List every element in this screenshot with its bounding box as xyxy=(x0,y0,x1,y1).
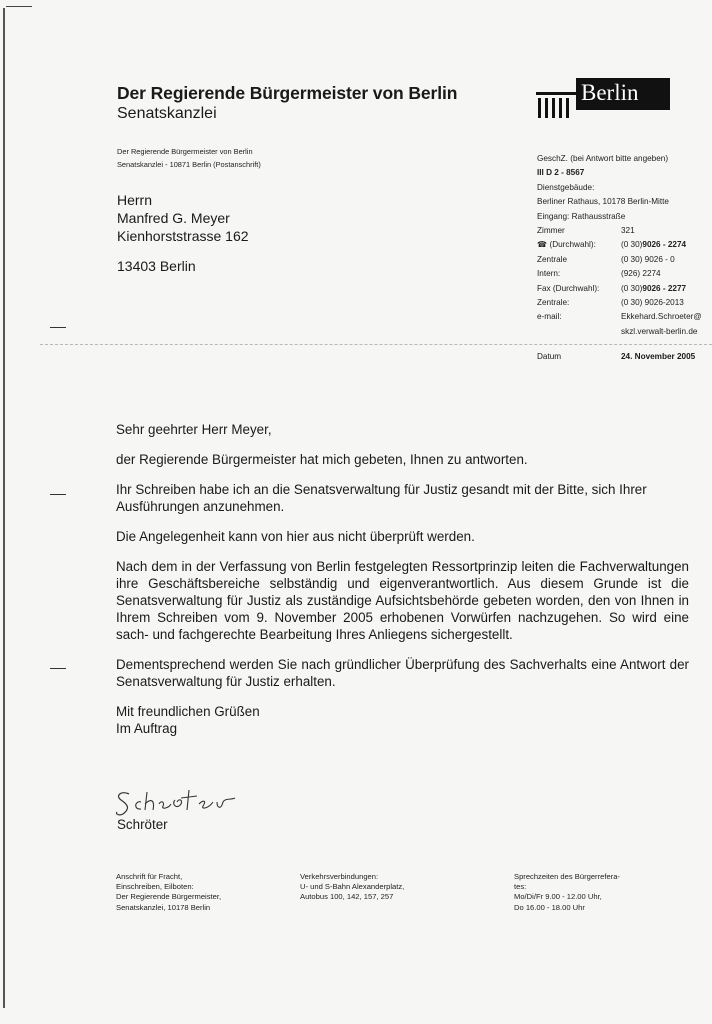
recipient-name: Manfred G. Meyer xyxy=(117,210,230,226)
info-label: Zimmer xyxy=(537,226,565,236)
paragraph: der Regierende Bürgermeister hat mich gebeten, Ihnen zu antworten. xyxy=(116,452,528,467)
footer-line: Verkehrsverbindungen: xyxy=(300,872,379,881)
info-value-bold: 9026 - 2274 xyxy=(642,240,687,250)
closing-on-behalf: Im Auftrag xyxy=(116,721,178,736)
footer-line: Senatskanzlei, 10178 Berlin xyxy=(116,902,211,912)
sender-return-address xyxy=(117,145,261,171)
footer-transport xyxy=(300,872,450,903)
paragraph: Ihr Schreiben habe ich an die Senatsverwaltung für Justiz gesandt mit der Bitte, sich Ihrer Ausführungen anzunehmen. xyxy=(116,482,647,514)
closing: Mit freundlichen Grüßen xyxy=(116,704,260,719)
handwritten-signature xyxy=(113,782,243,822)
footer-office-hours xyxy=(514,872,664,913)
fold-mark xyxy=(50,327,66,328)
signer-name: Schröter xyxy=(117,817,168,832)
date-label: Datum xyxy=(537,352,562,361)
reference-label: GeschZ. (bei Antwort bitte angeben) xyxy=(537,154,669,163)
recipient-city: 13403 Berlin xyxy=(117,258,196,274)
date-value: 24. November 2005 xyxy=(621,352,696,361)
sender-line: Der Regierende Bürgermeister von Berlin xyxy=(117,147,253,156)
paragraph: Dementsprechend werden Sie nach gründlicher Überprüfung des Sachverhalts eine Antwort der Senatsverwaltung für Justiz erhalten. xyxy=(116,657,689,689)
footer-line: U- und S-Bahn Alexanderplatz, xyxy=(300,882,405,892)
scan-edge-left xyxy=(3,8,5,1008)
fold-mark xyxy=(50,668,66,669)
letter-body xyxy=(116,421,689,737)
info-value-bold: 9026 - 2277 xyxy=(642,283,687,293)
fold-separator-line xyxy=(40,344,712,345)
footer-line: Einschreiben, Eilboten: xyxy=(116,882,194,892)
date-line xyxy=(537,352,712,361)
sender-line: Senatskanzlei - 10871 Berlin (Postanschrift) xyxy=(117,160,261,169)
info-row xyxy=(537,224,712,238)
letterhead-title: Der Regierende Bürgermeister von Berlin xyxy=(117,83,458,103)
footer-line: Sprechzeiten des Bürgerrefera- xyxy=(514,872,620,881)
info-row xyxy=(537,325,712,339)
recipient-address xyxy=(117,191,249,245)
email-domain: skzl.verwalt-berlin.de xyxy=(621,326,698,336)
info-row xyxy=(537,310,712,324)
logo-text: Berlin xyxy=(581,80,639,105)
footer-line: Do 16.00 - 18.00 Uhr xyxy=(514,902,585,912)
paragraph: Nach dem in der Verfassung von Berlin festgelegten Ressortprinzip leiten die Fachverwaltungen ihre Geschäftsbereiche selbständig und eigenverantwortlich. Aus diesem Grunde ist die Senatsverwaltung für Justiz als zuständige Aufsichtsbehörde gebeten worden, den von Ihnen in Ihrem Schreiben vom 9. November 2005 erhobenen Vorwürfen nachzugehen. So wird eine sach- und fachgerechte Bearbeitung Ihres Anliegens sichergestellt. xyxy=(116,559,689,642)
recipient-street: Kienhorststrasse 162 xyxy=(117,228,249,244)
info-value: (926) 2274 xyxy=(621,269,661,279)
footer-line: Autobus 100, 142, 157, 257 xyxy=(300,892,394,902)
phone-label: ☎ (Durchwahl): xyxy=(537,240,596,250)
info-label: Intern: xyxy=(537,269,561,279)
info-value: (0 30) 9026 - 0 xyxy=(621,254,675,264)
info-label xyxy=(537,325,621,339)
letterhead-subtitle: Senatskanzlei xyxy=(117,105,217,122)
entrance: Eingang: Rathausstraße xyxy=(537,211,626,221)
info-label: Fax (Durchwahl): xyxy=(537,283,600,293)
punch-mark xyxy=(50,494,66,495)
info-row xyxy=(537,267,712,281)
info-row xyxy=(537,282,712,296)
footer-line: Mo/Di/Fr 9.00 - 12.00 Uhr, xyxy=(514,892,602,902)
info-label: Zentrale: xyxy=(537,298,570,308)
footer-line: tes: xyxy=(514,882,527,892)
info-label: e-mail: xyxy=(537,312,562,322)
info-row xyxy=(537,296,712,310)
berlin-logo xyxy=(536,76,672,120)
scan-edge-top xyxy=(6,6,32,7)
svg-text:Schröter: Schröter xyxy=(113,782,117,783)
footer-line: Anschrift für Fracht, xyxy=(116,872,183,881)
info-label: Zentrale xyxy=(537,254,568,264)
info-value: (0 30) 9026-2013 xyxy=(621,298,684,308)
info-value: (0 30) xyxy=(621,240,643,250)
reference-value: III D 2 - 8567 xyxy=(537,168,585,178)
footer-line: Der Regierende Bürgermeister, xyxy=(116,892,222,902)
info-block xyxy=(537,152,712,339)
brandenburg-gate-icon xyxy=(536,92,576,118)
footer-freight-address xyxy=(116,872,281,913)
paragraph: Die Angelegenheit kann von hier aus nicht überprüft werden. xyxy=(116,529,475,544)
building-value: Berliner Rathaus, 10178 Berlin-Mitte xyxy=(537,197,669,207)
info-value: (0 30) xyxy=(621,283,643,293)
email-value: Ekkehard.Schroeter@ xyxy=(621,312,702,322)
info-value: 321 xyxy=(621,226,635,236)
info-row xyxy=(537,253,712,267)
building-label: Dienstgebäude: xyxy=(537,182,595,192)
recipient-salutation: Herrn xyxy=(117,192,153,208)
greeting: Sehr geehrter Herr Meyer, xyxy=(116,422,272,437)
info-row xyxy=(537,238,712,252)
